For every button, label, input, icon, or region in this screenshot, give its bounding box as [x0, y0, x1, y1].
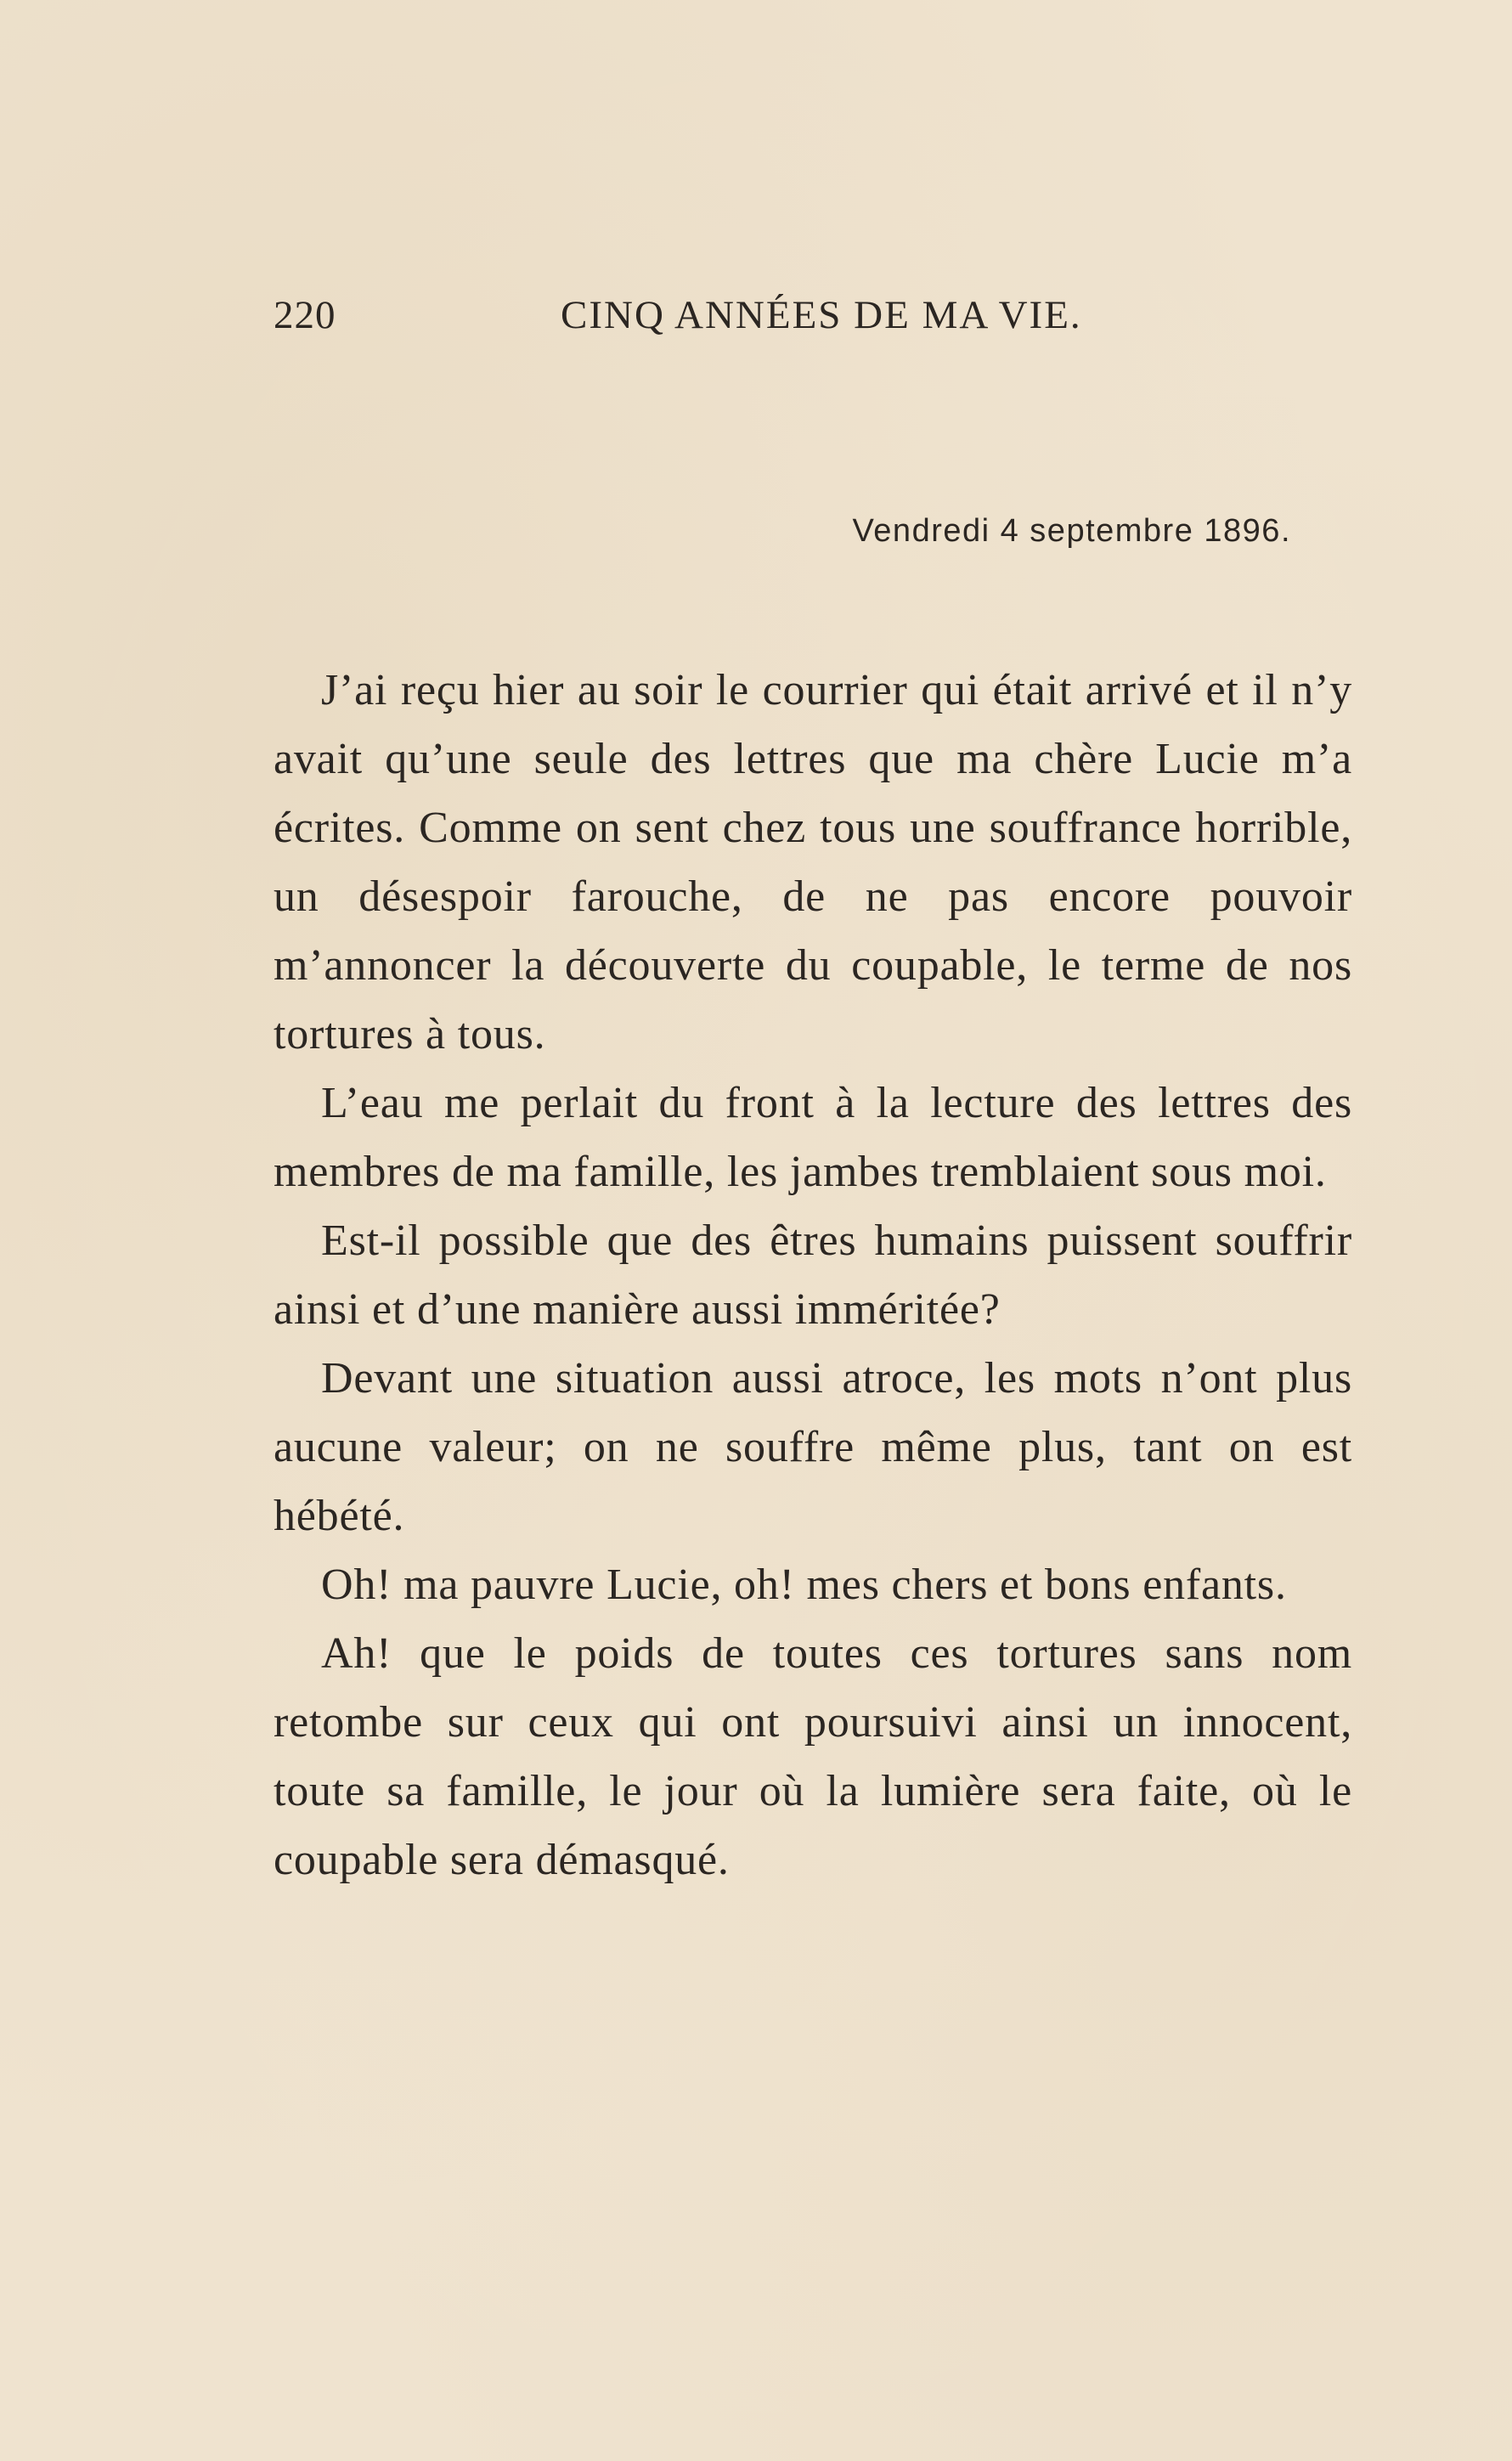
- paragraph: Est-il possible que des êtres humains puissent souffrir ainsi et d’une manière aussi imméritée?: [274, 1216, 1352, 1334]
- running-title: CINQ ANNÉES DE MA VIE.: [561, 293, 1082, 337]
- entry-date: Vendredi 4 septembre 1896.: [852, 513, 1291, 549]
- paragraph: Oh! ma pauvre Lucie, oh! mes chers et bons enfants.: [321, 1561, 1287, 1609]
- running-header: [274, 292, 1359, 352]
- paragraph: Ah! que le poids de toutes ces tortures sans nom retombe sur ceux qui ont poursuivi ainsi un innocent, toute sa famille, le jour où la lumière sera faite, où le coupable sera démasqué.: [274, 1629, 1352, 1884]
- paragraph: Devant une situation aussi atroce, les mots n’ont plus aucune valeur; on ne souffre même plus, tant on est hébété.: [274, 1354, 1352, 1540]
- paragraph: L’eau me perlait du front à la lecture des lettres des membres de ma famille, les jambes tremblaient sous moi.: [274, 1079, 1352, 1196]
- paragraph: J’ai reçu hier au soir le courrier qui était arrivé et il n’y avait qu’une seule des lettres que ma chère Lucie m’a écrites. Comme on sent chez tous une souffrance horrible, un désespoir farouche, de ne pas encore pouvoir m’annoncer la découverte du coupable, le terme de nos tortures à tous.: [274, 666, 1352, 1058]
- page-number: 220: [274, 293, 336, 337]
- body-text: [274, 656, 1352, 1894]
